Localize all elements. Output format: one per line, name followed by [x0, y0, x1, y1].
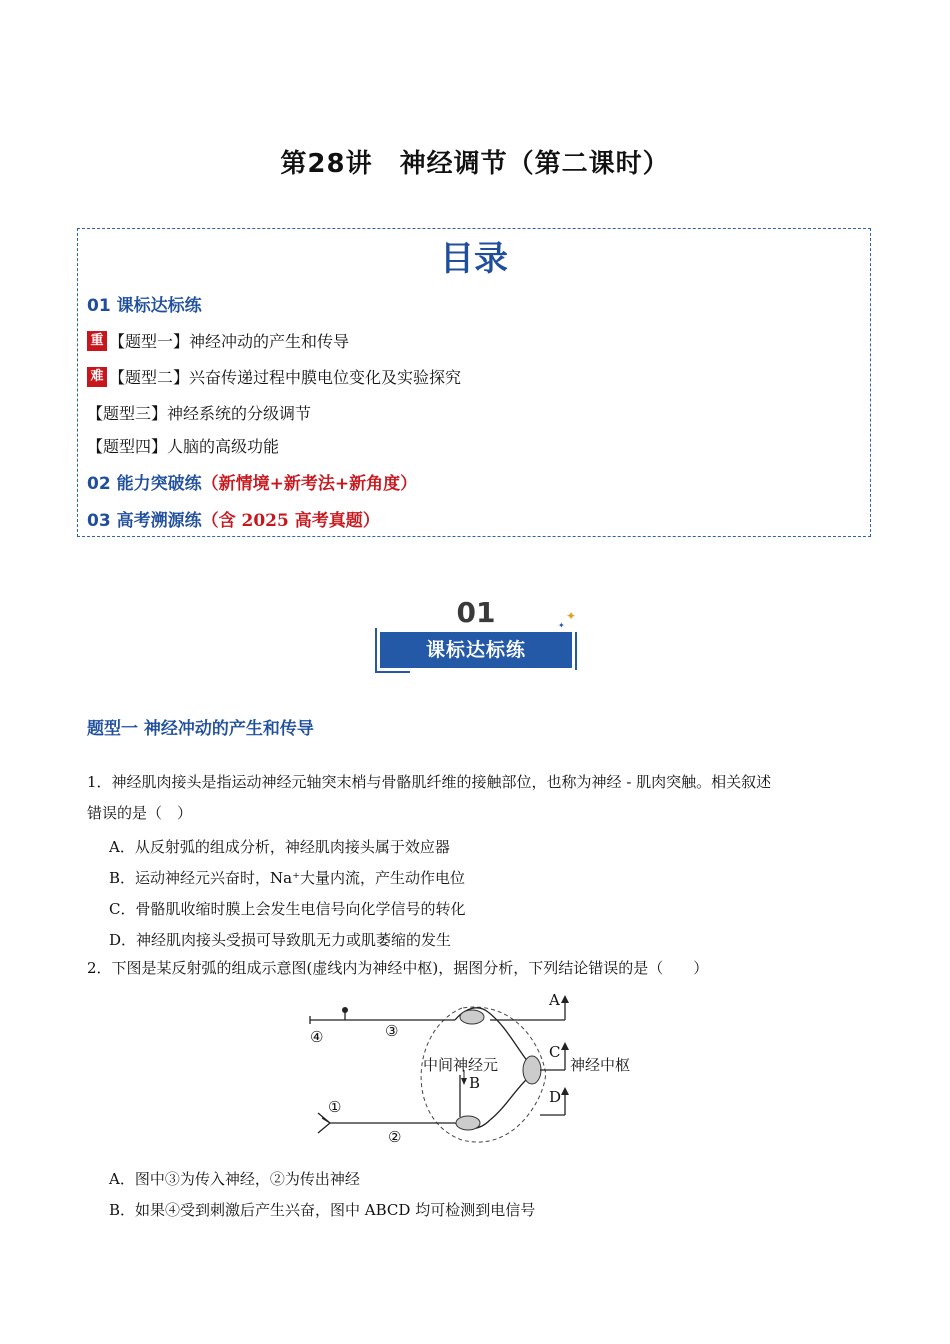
label-b: B	[469, 1074, 481, 1092]
banner-label: 课标达标练	[380, 632, 572, 668]
section-banner	[370, 592, 582, 676]
question-2-option-b[interactable]: B．如果④受到刺激后产生兴奋，图中 ABCD 均可检测到电信号	[109, 1201, 536, 1219]
question-1-option-a[interactable]: A．从反射弧的组成分析，神经肌肉接头属于效应器	[109, 838, 450, 856]
question-1-option-b[interactable]: B．运动神经元兴奋时，Na⁺大量内流，产生动作电位	[109, 869, 466, 887]
toc-section-3-note: （含 2025 高考真题）	[201, 511, 380, 531]
toc-section-2-note: （新情境+新考法+新角度）	[201, 474, 418, 494]
svg-text:✦: ✦	[566, 609, 577, 623]
toc-section-3-label: 03 高考溯源练	[87, 511, 202, 531]
toc-section-2-label: 02 能力突破练	[87, 474, 202, 494]
label-d: D	[549, 1088, 562, 1106]
reflex-arc-diagram	[300, 990, 650, 1150]
label-c: C	[549, 1043, 561, 1061]
question-1-line-2: 错误的是（ ）	[87, 804, 193, 822]
toc-item-label: 【题型一】神经冲动的产生和传导	[109, 332, 350, 351]
question-2-option-a[interactable]: A．图中③为传入神经，②为传出神经	[109, 1170, 360, 1188]
toc-item-type-1[interactable]	[87, 329, 349, 352]
label-3: ③	[385, 1022, 399, 1040]
toc-section-1[interactable]: 01 课标达标练	[87, 296, 202, 316]
banner-number: 01	[456, 596, 496, 629]
label-2: ②	[388, 1128, 402, 1146]
section-title: 题型一 神经冲动的产生和传导	[87, 719, 314, 739]
label-nerve-center: 神经中枢	[570, 1056, 631, 1074]
label-a: A	[549, 991, 560, 1009]
question-1-line-1: 1．神经肌肉接头是指运动神经元轴突末梢与骨骼肌纤维的接触部位，也称为神经 - 肌肉突触。相关叙述	[87, 773, 772, 791]
label-interneuron: 中间神经元	[423, 1056, 499, 1074]
table-of-contents	[77, 228, 871, 537]
question-1-option-c[interactable]: C．骨骼肌收缩时膜上会发生电信号向化学信号的转化	[109, 900, 466, 918]
label-1: ①	[328, 1098, 342, 1116]
toc-section-3[interactable]	[87, 506, 380, 531]
question-2-stem: 2．下图是某反射弧的组成示意图(虚线内为神经中枢)，据图分析，下列结论错误的是（ ）	[87, 959, 709, 977]
question-1-option-d[interactable]: D．神经肌肉接头受损可导致肌无力或肌萎缩的发生	[109, 931, 452, 949]
difficult-badge: 难	[87, 367, 107, 387]
toc-item-type-2[interactable]	[87, 365, 461, 388]
toc-item-type-3[interactable]	[87, 401, 311, 424]
reflex-arc-svg	[300, 990, 650, 1150]
toc-item-label: 【题型二】兴奋传递过程中膜电位变化及实验探究	[109, 368, 462, 387]
key-badge: 重	[87, 331, 107, 351]
toc-item-label: 【题型三】神经系统的分级调节	[87, 404, 312, 423]
question-1-stem	[87, 767, 867, 829]
toc-section-2[interactable]	[87, 469, 417, 494]
toc-item-type-4[interactable]	[87, 434, 279, 457]
toc-item-label: 【题型四】人脑的高级功能	[87, 437, 280, 456]
toc-heading: 目录	[440, 239, 508, 279]
label-4: ④	[310, 1028, 324, 1046]
svg-text:✦: ✦	[558, 621, 565, 630]
page-title: 第28讲 神经调节（第二课时）	[280, 149, 670, 179]
